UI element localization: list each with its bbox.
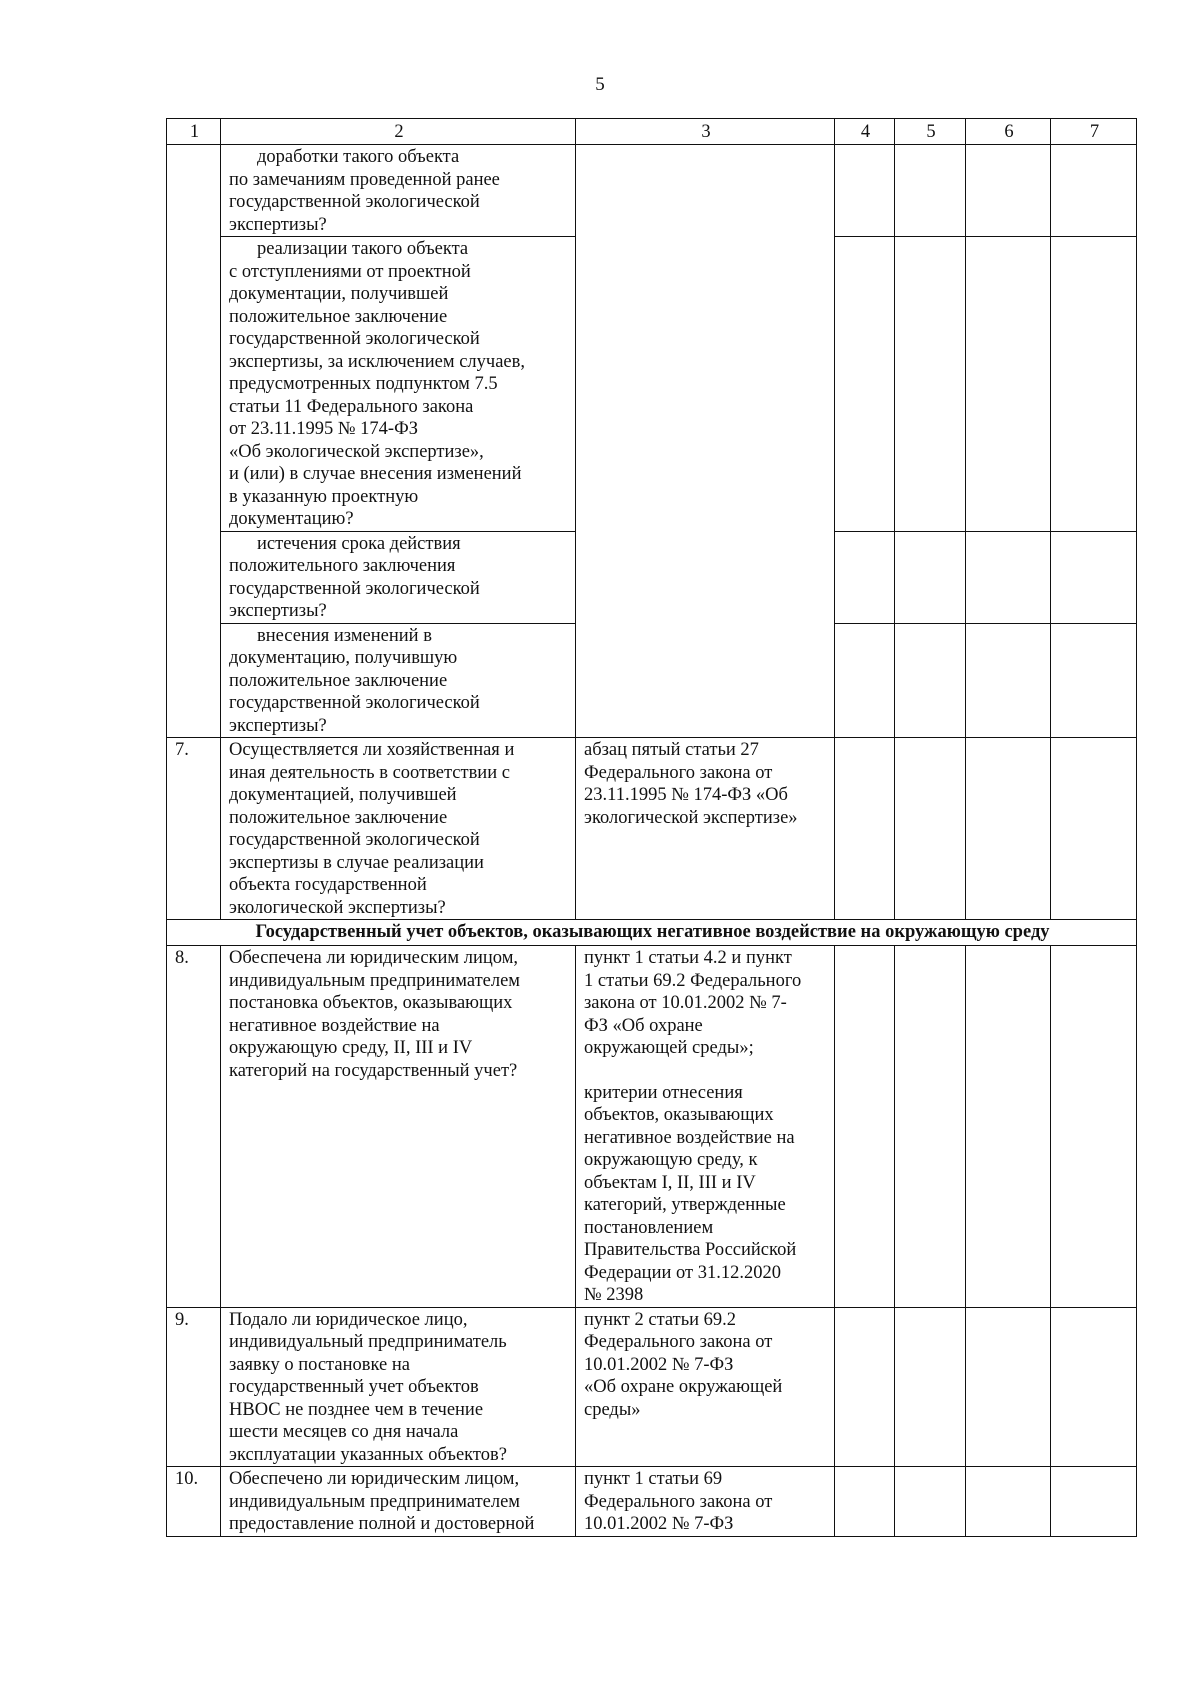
text-line: критерии отнесения xyxy=(584,1082,743,1103)
text-line: реализации такого объекта xyxy=(257,239,469,259)
text-line: эксплуатации указанных объектов? xyxy=(229,1444,507,1465)
answer-cell xyxy=(895,1307,966,1467)
text-line: среды» xyxy=(584,1399,641,1420)
text-line: категорий, утвержденные xyxy=(584,1195,786,1215)
text-line: государственной экологической xyxy=(229,192,480,212)
answer-cell xyxy=(966,1467,1051,1537)
text-line: 23.11.1995 № 174-ФЗ «Об xyxy=(584,785,788,805)
text-line: пункт 2 статьи 69.2 xyxy=(584,1309,737,1330)
column-header: 3 xyxy=(576,119,835,145)
text-line: документации, получившей xyxy=(229,284,449,304)
question-cell xyxy=(221,946,576,1308)
text-line: пункт 1 статьи 69 xyxy=(584,1469,723,1489)
text-line: экологической экспертизе» xyxy=(584,807,798,828)
text-line: экспертизы, за исключением случаев, xyxy=(229,351,525,372)
text-line: постановлением xyxy=(584,1217,714,1238)
basis-cell xyxy=(576,1307,835,1467)
text-line: экологической экспертизы? xyxy=(229,897,446,918)
table-row xyxy=(167,145,1137,237)
question-cell xyxy=(221,1467,576,1537)
text-line: документацию? xyxy=(229,509,354,529)
text-line: индивидуальным предпринимателем xyxy=(229,1491,521,1512)
text-line: Правительства Российской xyxy=(584,1240,797,1260)
answer-cell xyxy=(966,623,1051,738)
text-line: окружающей среды»; xyxy=(584,1038,754,1058)
page-number: 5 xyxy=(595,74,605,95)
row-number-cell xyxy=(167,145,221,738)
answer-cell xyxy=(895,531,966,623)
text-line: абзац пятый статьи 27 xyxy=(584,740,759,760)
answer-cell xyxy=(966,145,1051,237)
table-row xyxy=(167,1307,1137,1467)
text-line: Обеспечена ли юридическим лицом, xyxy=(229,948,519,968)
section-heading-row xyxy=(167,920,1137,946)
text-line: внесения изменений в xyxy=(257,625,432,646)
column-header: 4 xyxy=(835,119,895,145)
text-line: 1 статьи 69.2 Федерального xyxy=(584,970,802,991)
text-line: пункт 1 статьи 4.2 и пункт xyxy=(584,948,792,968)
text-line: «Об охране окружающей xyxy=(584,1377,783,1397)
text-line: положительное заключение xyxy=(229,807,448,828)
answer-cell xyxy=(835,237,895,532)
text-line: ФЗ «Об охране xyxy=(584,1015,703,1036)
answer-cell xyxy=(1051,531,1137,623)
question-cell xyxy=(221,237,576,532)
text-line: шести месяцев со дня начала xyxy=(229,1422,459,1442)
text-line: статьи 11 Федерального закона xyxy=(229,396,474,417)
answer-cell xyxy=(966,1307,1051,1467)
table-row xyxy=(167,946,1137,1308)
text-line: окружающую среду, к xyxy=(584,1150,758,1170)
answer-cell xyxy=(895,738,966,920)
text-line: документацию, получившую xyxy=(229,648,458,668)
answer-cell xyxy=(835,1307,895,1467)
text-line: истечения срока действия xyxy=(257,533,461,554)
answer-cell xyxy=(1051,738,1137,920)
table-row xyxy=(167,738,1137,920)
answer-cell xyxy=(1051,623,1137,738)
text-line: документацией, получившей xyxy=(229,785,457,805)
column-header: 1 xyxy=(167,119,221,145)
text-line: категорий на государственный учет? xyxy=(229,1060,518,1081)
column-header: 7 xyxy=(1051,119,1137,145)
answer-cell xyxy=(1051,1467,1137,1537)
text-line: 10.01.2002 № 7-ФЗ xyxy=(584,1514,734,1534)
answer-cell xyxy=(895,145,966,237)
row-number-cell: 9. xyxy=(167,1307,221,1467)
checklist-table xyxy=(166,118,1137,1537)
question-cell xyxy=(221,145,576,237)
text-line: Федерального закона от xyxy=(584,1332,773,1352)
row-number-cell: 10. xyxy=(167,1467,221,1537)
answer-cell xyxy=(966,237,1051,532)
text-line: объекта государственной xyxy=(229,875,427,895)
basis-cell xyxy=(576,738,835,920)
row-number-cell: 8. xyxy=(167,946,221,1308)
text-line: от 23.11.1995 № 174-ФЗ xyxy=(229,419,418,439)
answer-cell xyxy=(835,1467,895,1537)
answer-cell xyxy=(895,237,966,532)
text-line: государственной экологической xyxy=(229,329,480,349)
text-line: экспертизы? xyxy=(229,715,327,736)
text-line: в указанную проектную xyxy=(229,486,419,507)
answer-cell xyxy=(1051,1307,1137,1467)
text-line: и (или) в случае внесения изменений xyxy=(229,464,522,484)
basis-cell xyxy=(576,145,835,738)
answer-cell xyxy=(966,531,1051,623)
text-line: государственный учет объектов xyxy=(229,1377,479,1397)
answer-cell xyxy=(835,531,895,623)
text-line: экспертизы? xyxy=(229,601,327,621)
text-line: экспертизы? xyxy=(229,214,327,235)
question-cell xyxy=(221,623,576,738)
text-line: государственной экологической xyxy=(229,830,480,850)
answer-cell xyxy=(895,946,966,1308)
text-line: индивидуальный предприниматель xyxy=(229,1332,507,1352)
text-line: положительное заключение xyxy=(229,306,448,327)
table-header-row xyxy=(167,119,1137,145)
basis-cell xyxy=(576,1467,835,1537)
text-line: негативное воздействие на xyxy=(229,1015,440,1036)
answer-cell xyxy=(895,1467,966,1537)
text-line: № 2398 xyxy=(584,1285,644,1305)
text-line: окружающую среду, II, III и IV xyxy=(229,1038,473,1058)
answer-cell xyxy=(1051,237,1137,532)
question-cell xyxy=(221,1307,576,1467)
text-line: НВОС не позднее чем в течение xyxy=(229,1399,484,1420)
text-line: закона от 10.01.2002 № 7- xyxy=(584,993,787,1013)
section-title: Государственный учет объектов, оказывающих негативное воздействие на окружающую среду xyxy=(167,920,1137,946)
answer-cell xyxy=(1051,145,1137,237)
text-line: заявку о постановке на xyxy=(229,1354,410,1375)
column-header: 5 xyxy=(895,119,966,145)
row-number-cell: 7. xyxy=(167,738,221,920)
basis-cell xyxy=(576,946,835,1308)
text-line: Подало ли юридическое лицо, xyxy=(229,1309,468,1330)
text-line: по замечаниям проведенной ранее xyxy=(229,169,500,190)
text-line: 10.01.2002 № 7-ФЗ xyxy=(584,1354,734,1375)
answer-cell xyxy=(835,145,895,237)
text-line: положительное заключение xyxy=(229,670,448,691)
text-line: «Об экологической экспертизе», xyxy=(229,441,484,462)
text-line: Федерального закона от xyxy=(584,762,773,783)
text-line: иная деятельность в соответствии с xyxy=(229,762,510,783)
answer-cell xyxy=(895,623,966,738)
answer-cell xyxy=(1051,946,1137,1308)
column-header: 6 xyxy=(966,119,1051,145)
text-line: негативное воздействие на xyxy=(584,1127,795,1148)
text-line: Обеспечено ли юридическим лицом, xyxy=(229,1469,520,1489)
answer-cell xyxy=(835,946,895,1308)
answer-cell xyxy=(966,946,1051,1308)
text-line: объектам I, II, III и IV xyxy=(584,1172,756,1193)
text-line: предусмотренных подпунктом 7.5 xyxy=(229,374,498,394)
text-line: государственной экологической xyxy=(229,578,480,599)
answer-cell xyxy=(835,738,895,920)
text-line: государственной экологической xyxy=(229,693,480,713)
text-line: Федерального закона от xyxy=(584,1491,773,1512)
column-header: 2 xyxy=(221,119,576,145)
text-line: индивидуальным предпринимателем xyxy=(229,970,521,991)
question-cell xyxy=(221,531,576,623)
text-line: предоставление полной и достоверной xyxy=(229,1514,535,1534)
text-line: постановка объектов, оказывающих xyxy=(229,993,513,1013)
answer-cell xyxy=(966,738,1051,920)
text-line: экспертизы в случае реализации xyxy=(229,852,484,873)
table-row xyxy=(167,1467,1137,1537)
text-line: доработки такого объекта xyxy=(257,147,460,167)
text-line: Федерации от 31.12.2020 xyxy=(584,1262,781,1283)
answer-cell xyxy=(835,623,895,738)
question-cell xyxy=(221,738,576,920)
text-line: с отступлениями от проектной xyxy=(229,261,471,282)
text-line: Осуществляется ли хозяйственная и xyxy=(229,740,515,760)
text-line: объектов, оказывающих xyxy=(584,1105,774,1125)
text-line: положительного заключения xyxy=(229,556,456,576)
